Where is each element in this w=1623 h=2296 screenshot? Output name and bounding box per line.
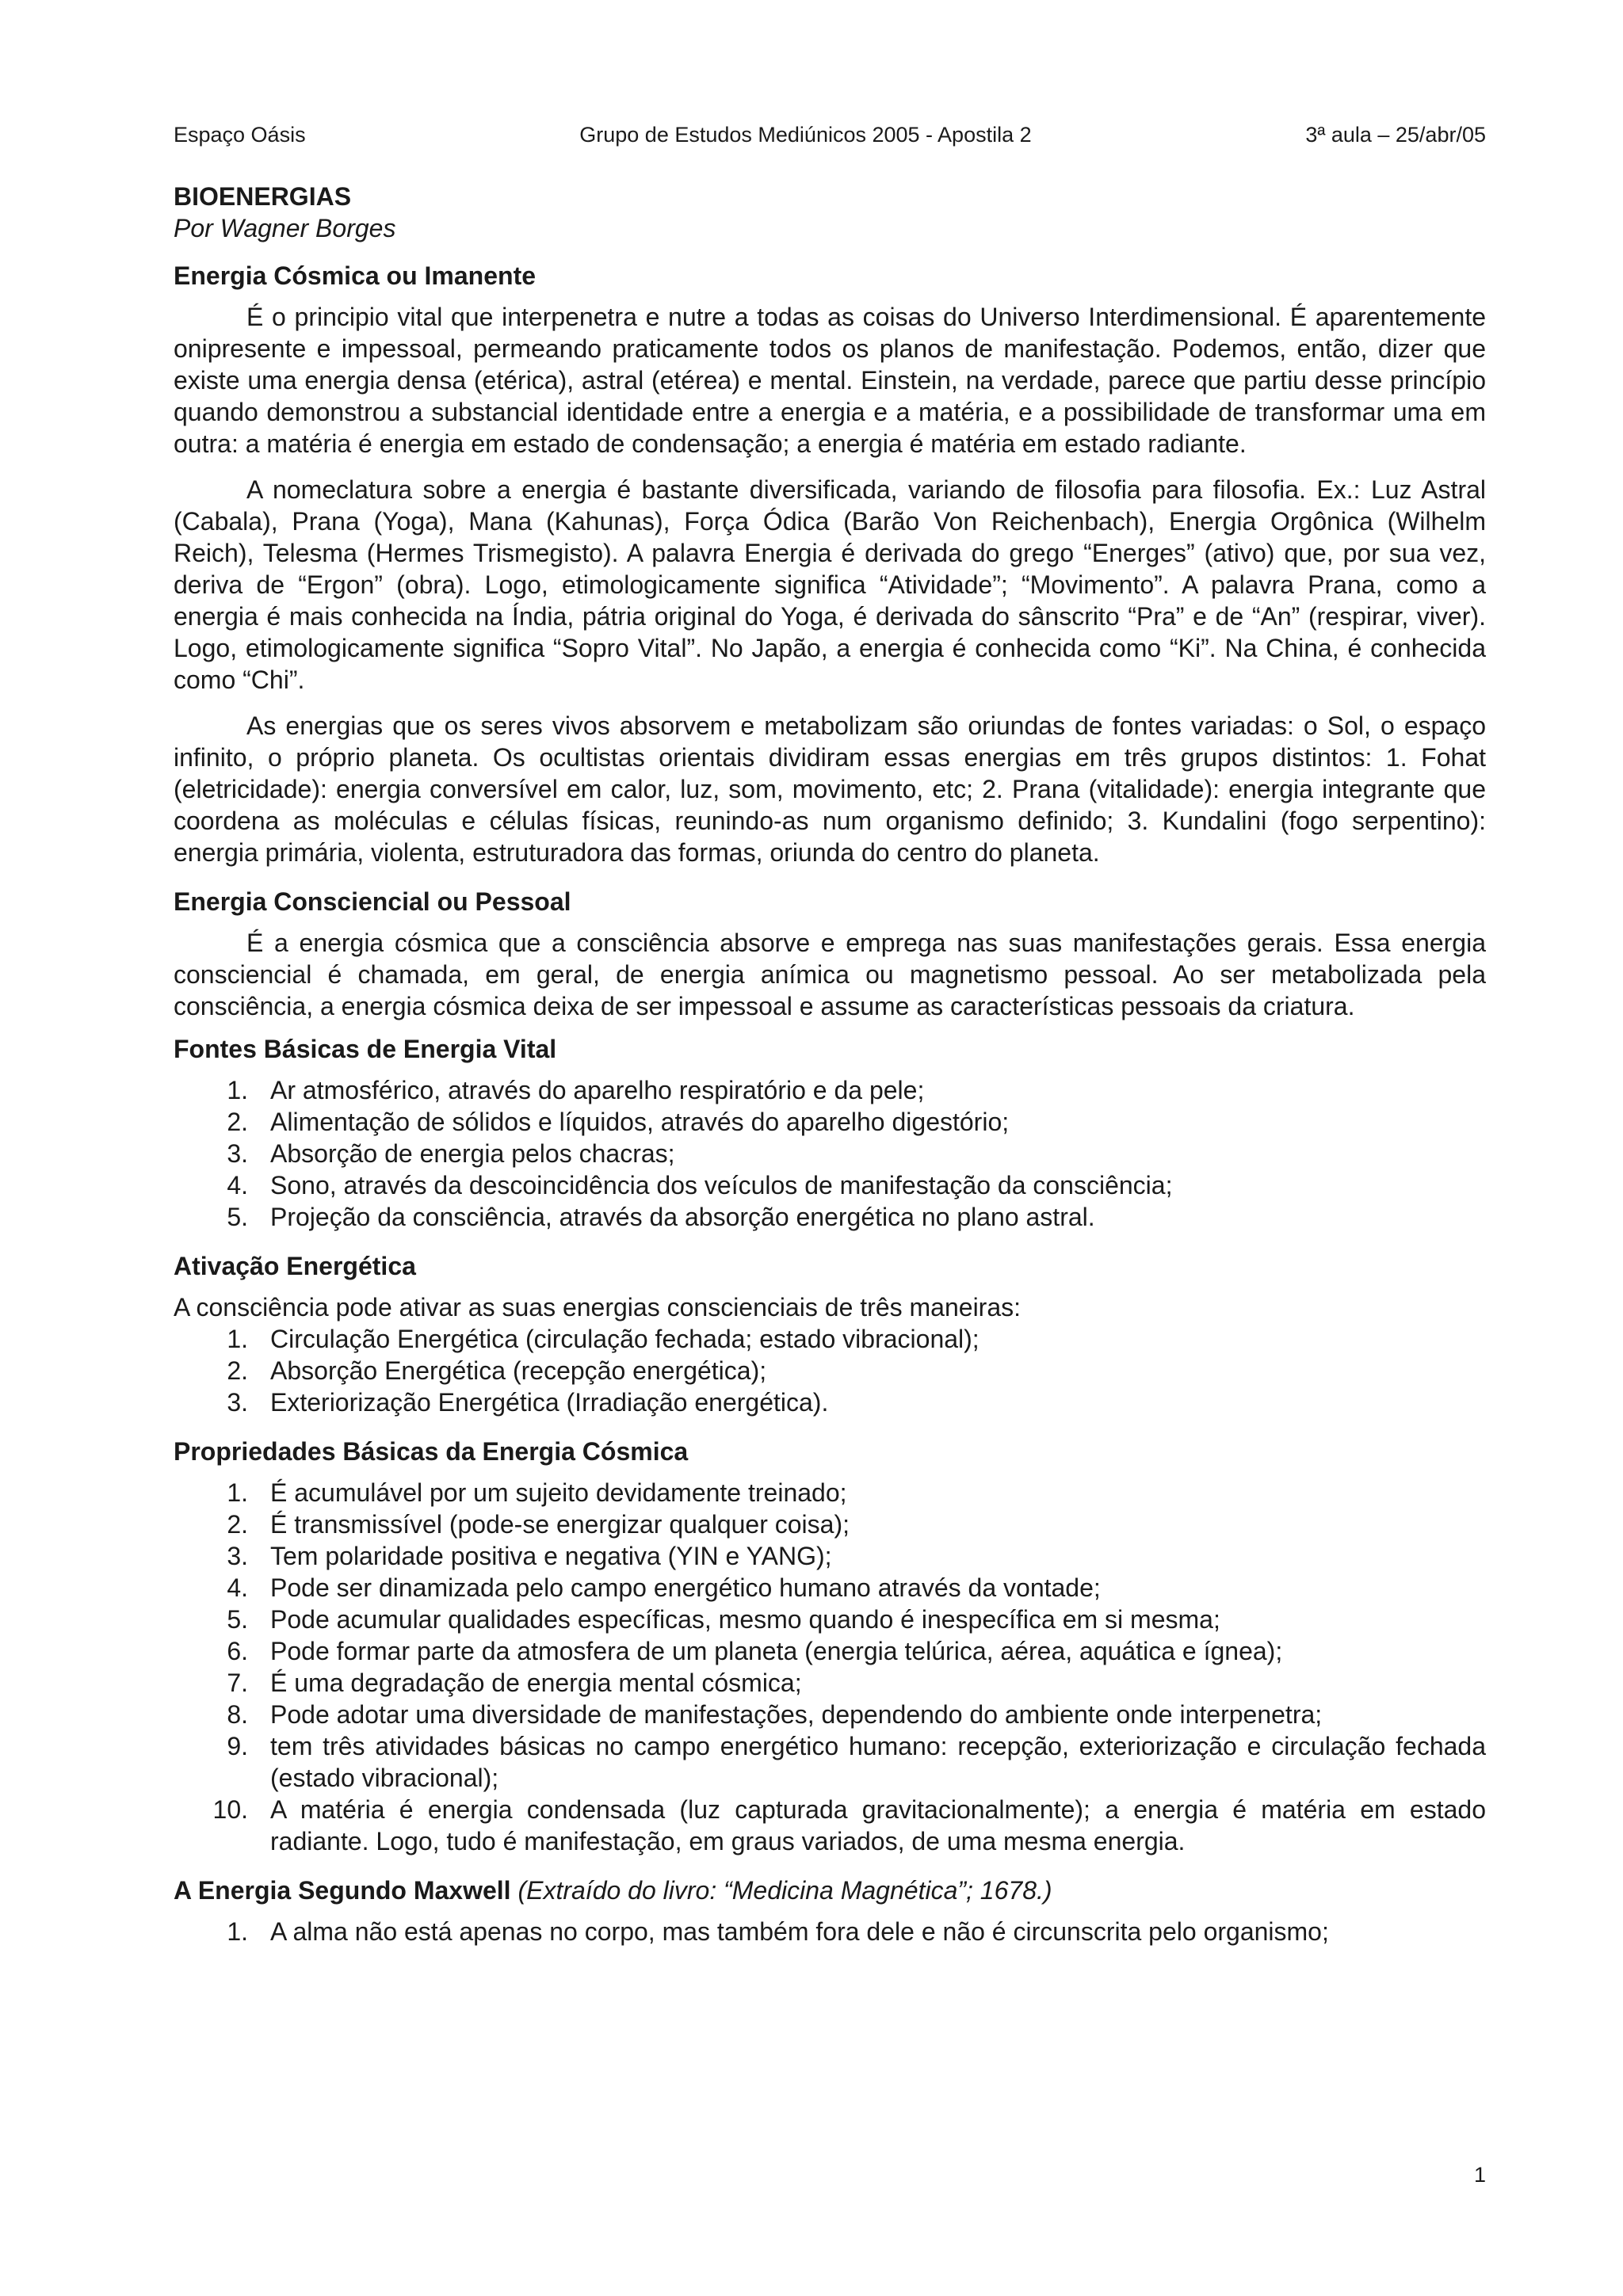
list-number: 5. [227,1605,248,1634]
numbered-list [174,1916,1486,1947]
list-item [174,1386,1486,1418]
list-number: 2. [227,1510,248,1539]
list-text: É acumulável por um sujeito devidamente treinado; [270,1478,847,1507]
list-number: 10. [212,1795,248,1824]
list-text: Tem polaridade positiva e negativa (YIN e YANG); [270,1542,832,1570]
list-item [174,1169,1486,1201]
paragraph: As energias que os seres vivos absorvem e metabolizam são oriundas de fontes variadas: o Sol, o espaço infinito, o próprio planeta. Os ocultistas orientais dividiram essas energias em três grupos distintos: 1. Fohat (eletricidade): energia conversível em calor, luz, som, movimento, etc; 2. Prana (vitalidade): energia integrante que coordena as moléculas e células físicas, reunindo-as num organismo definido; 3. Kundalini (fogo serpentino): energia primária, violenta, estruturadora das formas, oriunda do centro do planeta. [174,711,1486,867]
list-number: 4. [227,1171,248,1199]
list-item [174,1604,1486,1635]
list-text: tem três atividades básicas no campo energético humano: recepção, exteriorização e circulação fechada (estado vibracional); [270,1732,1486,1792]
list-item [174,1074,1486,1106]
list-number: 1. [227,1917,248,1946]
list-text: A alma não está apenas no corpo, mas também fora dele e não é circunscrita pelo organismo; [270,1917,1329,1946]
paragraph: É a energia cósmica que a consciência absorve e emprega nas suas manifestações gerais. Essa energia consciencial é chamada, em geral, de energia anímica ou magnetismo pessoal. Ao ser metabolizada pela consciência, a energia cósmica deixa de ser impessoal e assume as características pessoais da criatura. [174,929,1486,1020]
section-heading: Energia Cósmica ou Imanente [174,261,537,290]
list-number: 2. [227,1356,248,1385]
list-text: Exteriorização Energética (Irradiação energética). [270,1388,829,1417]
list-number: 6. [227,1637,248,1665]
section-heading: Propriedades Básicas da Energia Cósmica [174,1437,689,1466]
paragraph: É o principio vital que interpenetra e nutre a todas as coisas do Universo Interdimensional. É aparentemente onipresente e impessoal, permeando praticamente todos os planos de manifestação. Podemos, então, dizer que existe uma energia densa (etérica), astral (etérea) e mental. Einstein, na verdade, parece que partiu desse princípio quando demonstrou a substancial identidade entre a energia e a matéria, e a possibilidade de transformar uma em outra: a matéria é energia em estado de condensação; a energia é matéria em estado radiante. [174,303,1486,458]
section-heading-text: A Energia Segundo Maxwell [174,1876,511,1905]
list-number: 9. [227,1732,248,1760]
numbered-list [174,1477,1486,1857]
list-item [174,1355,1486,1386]
list-text: Ar atmosférico, através do aparelho respiratório e da pele; [270,1076,925,1104]
list-item [174,1138,1486,1169]
list-number: 1. [227,1076,248,1104]
document-author: Por Wagner Borges [174,214,396,242]
list-number: 4. [227,1573,248,1602]
list-text: Pode acumular qualidades específicas, mesmo quando é inespecífica em si mesma; [270,1605,1220,1634]
list-item [174,1477,1486,1508]
paragraph: A nomeclatura sobre a energia é bastante diversificada, variando de filosofia para filosofia. Ex.: Luz Astral (Cabala), Prana (Yoga), Mana (Kahunas), Força Ódica (Barão Von Reichenbach), Energia Orgônica (Wilhelm Reich), Telesma (Hermes Trismegisto). A palavra Energia é derivada do grego “Energes” (ativo) que, por sua vez, deriva de “Ergon” (obra). Logo, etimologicamente significa “Atividade”; “Movimento”. A palavra Prana, como a energia é mais conhecida na Índia, pátria original do Yoga, é derivada do sânscrito “Pra” e de “An” (respirar, viver). Logo, etimologicamente significa “Sopro Vital”. No Japão, a energia é conhecida como “Ki”. Na China, é conhecida como “Chi”. [174,475,1486,694]
header-center: Grupo de Estudos Mediúnicos 2005 - Apostila 2 [579,123,1032,147]
list-item [174,1323,1486,1355]
section-heading-source: (Extraído do livro: “Medicina Magnética”; 1678.) [517,1876,1052,1905]
header-left: Espaço Oásis [174,123,306,147]
numbered-list [174,1074,1486,1233]
numbered-list [174,1323,1486,1418]
section-propriedades-basicas [174,1436,1486,1857]
list-text: Absorção Energética (recepção energética); [270,1356,767,1385]
list-text: Projeção da consciência, através da absorção energética no plano astral. [270,1203,1095,1231]
list-text: É uma degradação de energia mental cósmica; [270,1669,802,1697]
list-number: 7. [227,1669,248,1697]
list-text: Pode ser dinamizada pelo campo energético humano através da vontade; [270,1573,1101,1602]
list-item [174,1508,1486,1540]
section-energia-consciencial [174,886,1486,1022]
list-number: 1. [227,1325,248,1353]
list-text: A matéria é energia condensada (luz capturada gravitacionalmente); a energia é matéria em estado radiante. Logo, tudo é manifestação, em graus variados, de uma mesma energia. [270,1795,1486,1855]
list-item [174,1106,1486,1138]
section-fontes-basicas [174,1033,1486,1233]
list-number: 5. [227,1203,248,1231]
section-heading: Energia Consciencial ou Pessoal [174,887,571,916]
list-number: 1. [227,1478,248,1507]
list-item [174,1667,1486,1699]
title-block [174,181,1486,244]
list-item [174,1794,1486,1857]
list-text: Alimentação de sólidos e líquidos, através do aparelho digestório; [270,1108,1010,1136]
section-heading: Ativação Energética [174,1252,416,1280]
document-body [174,260,1486,1947]
list-item [174,1916,1486,1947]
list-text: Absorção de energia pelos chacras; [270,1139,675,1168]
section-heading: Fontes Básicas de Energia Vital [174,1035,557,1063]
list-text: Pode adotar uma diversidade de manifestações, dependendo do ambiente onde interpenetra; [270,1700,1323,1729]
section-energia-maxwell [174,1875,1486,1947]
list-item [174,1699,1486,1730]
list-item [174,1730,1486,1794]
running-header [174,120,1486,149]
list-text: É transmissível (pode-se energizar qualquer coisa); [270,1510,850,1539]
list-number: 3. [227,1388,248,1417]
header-right: 3ª aula – 25/abr/05 [1305,123,1486,147]
document-title: BIOENERGIAS [174,182,352,211]
list-text: Circulação Energética (circulação fechada; estado vibracional); [270,1325,980,1353]
list-text: Sono, através da descoincidência dos veículos de manifestação da consciência; [270,1171,1173,1199]
list-number: 3. [227,1542,248,1570]
section-ativacao-energetica [174,1250,1486,1418]
list-item [174,1572,1486,1604]
list-item [174,1635,1486,1667]
list-number: 3. [227,1139,248,1168]
list-item [174,1540,1486,1572]
page-number: 1 [1473,2163,1486,2187]
list-number: 8. [227,1700,248,1729]
paragraph: A consciência pode ativar as suas energias conscienciais de três maneiras: [174,1293,1022,1322]
list-text: Pode formar parte da atmosfera de um planeta (energia telúrica, aérea, aquática e ígnea); [270,1637,1283,1665]
list-number: 2. [227,1108,248,1136]
list-item [174,1201,1486,1233]
section-heading [174,1875,1486,1906]
section-energia-cosmica [174,260,1486,868]
